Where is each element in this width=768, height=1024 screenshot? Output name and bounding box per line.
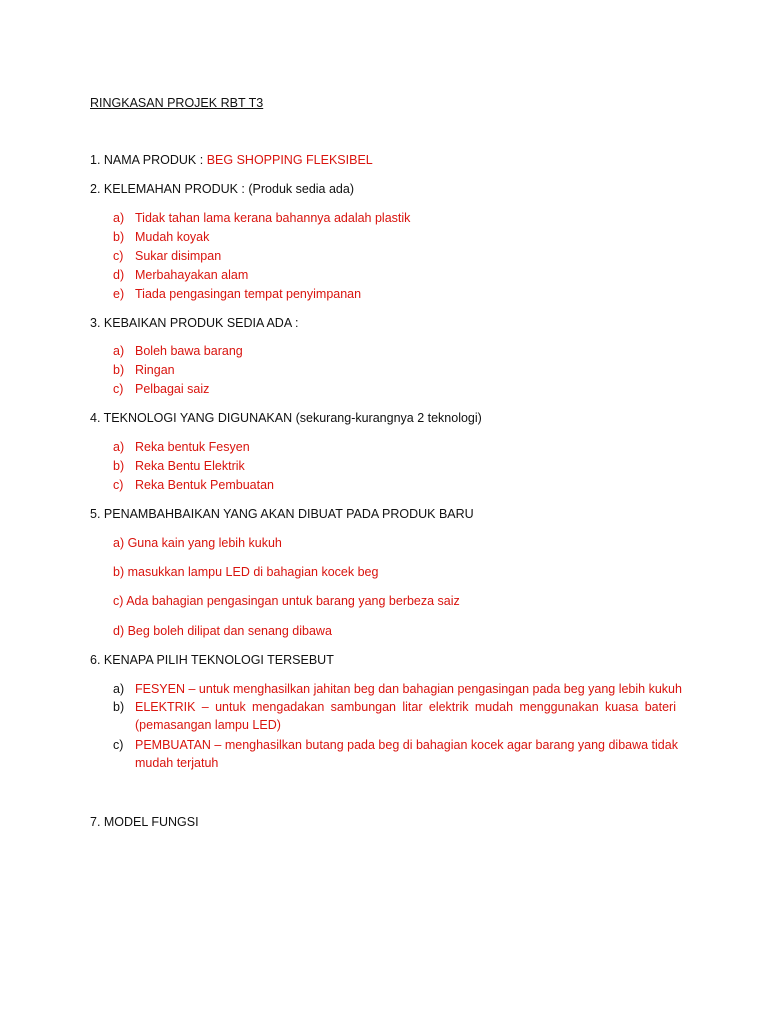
list-item — [135, 737, 678, 753]
section-3-heading: 3. KEBAIKAN PRODUK SEDIA ADA : — [90, 316, 299, 330]
list-item: Merbahayakan alam — [135, 268, 249, 282]
list-item: Ringan — [135, 363, 175, 377]
tech-name-elektrik: ELEKTRIK — [135, 700, 196, 714]
list-marker: a) — [113, 682, 125, 696]
section-5-heading: 5. PENAMBAHBAIKAN YANG AKAN DIBUAT PADA PRODUK BARU — [90, 507, 474, 521]
reason-text: – menghasilkan butang pada beg di bahagian kocek agar barang yang dibawa tidak — [210, 738, 678, 752]
list-marker: d) — [113, 268, 125, 282]
list-item: a) Guna kain yang lebih kukuh — [113, 536, 282, 550]
list-item — [135, 699, 676, 715]
section-1 — [90, 152, 373, 168]
list-item: Tiada pengasingan tempat penyimpanan — [135, 287, 362, 301]
list-marker: c) — [113, 249, 124, 263]
list-marker: b) — [113, 700, 125, 714]
section-2-heading: 2. KELEMAHAN PRODUK : (Produk sedia ada) — [90, 182, 354, 196]
list-item: Pelbagai saiz — [135, 382, 210, 396]
section-1-label: 1. NAMA PRODUK : — [90, 153, 207, 167]
list-marker: b) — [113, 363, 125, 377]
reason-text-continued: mudah terjatuh — [135, 756, 219, 770]
list-marker: e) — [113, 287, 125, 301]
reason-text: – untuk menghasilkan jahitan beg dan bahagian pengasingan pada beg yang lebih kukuh — [185, 682, 682, 696]
list-item: Boleh bawa barang — [135, 344, 243, 358]
list-item: Reka Bentuk Pembuatan — [135, 478, 274, 492]
list-item: Mudah koyak — [135, 230, 210, 244]
tech-name-fesyen: FESYEN — [135, 682, 186, 696]
list-marker: c) — [113, 382, 124, 396]
reason-text-continued: (pemasangan lampu LED) — [135, 718, 281, 732]
list-marker: a) — [113, 344, 125, 358]
list-item: c) Ada bahagian pengasingan untuk barang yang berbeza saiz — [113, 594, 460, 608]
list-marker: c) — [113, 738, 124, 752]
list-marker: b) — [113, 230, 125, 244]
section-4-heading: 4. TEKNOLOGI YANG DIGUNAKAN (sekurang-kurangnya 2 teknologi) — [90, 411, 482, 425]
list-item: d) Beg boleh dilipat dan senang dibawa — [113, 624, 332, 638]
list-marker: b) — [113, 459, 125, 473]
section-6-heading: 6. KENAPA PILIH TEKNOLOGI TERSEBUT — [90, 653, 334, 667]
list-item — [135, 681, 682, 697]
list-marker: a) — [113, 211, 125, 225]
list-item: b) masukkan lampu LED di bahagian kocek beg — [113, 565, 379, 579]
list-item: Reka Bentu Elektrik — [135, 459, 245, 473]
tech-name-pembuatan: PEMBUATAN — [135, 738, 211, 752]
list-item: Tidak tahan lama kerana bahannya adalah plastik — [135, 211, 411, 225]
list-item: Sukar disimpan — [135, 249, 222, 263]
list-item: Reka bentuk Fesyen — [135, 440, 250, 454]
list-marker: a) — [113, 440, 125, 454]
document-title: RINGKASAN PROJEK RBT T3 — [90, 96, 264, 110]
section-7-heading: 7. MODEL FUNGSI — [90, 815, 199, 829]
reason-text: – untuk mengadakan sambungan litar elektrik mudah menggunakan kuasa bateri — [195, 700, 676, 714]
product-name: BEG SHOPPING FLEKSIBEL — [206, 153, 373, 167]
list-marker: c) — [113, 478, 124, 492]
